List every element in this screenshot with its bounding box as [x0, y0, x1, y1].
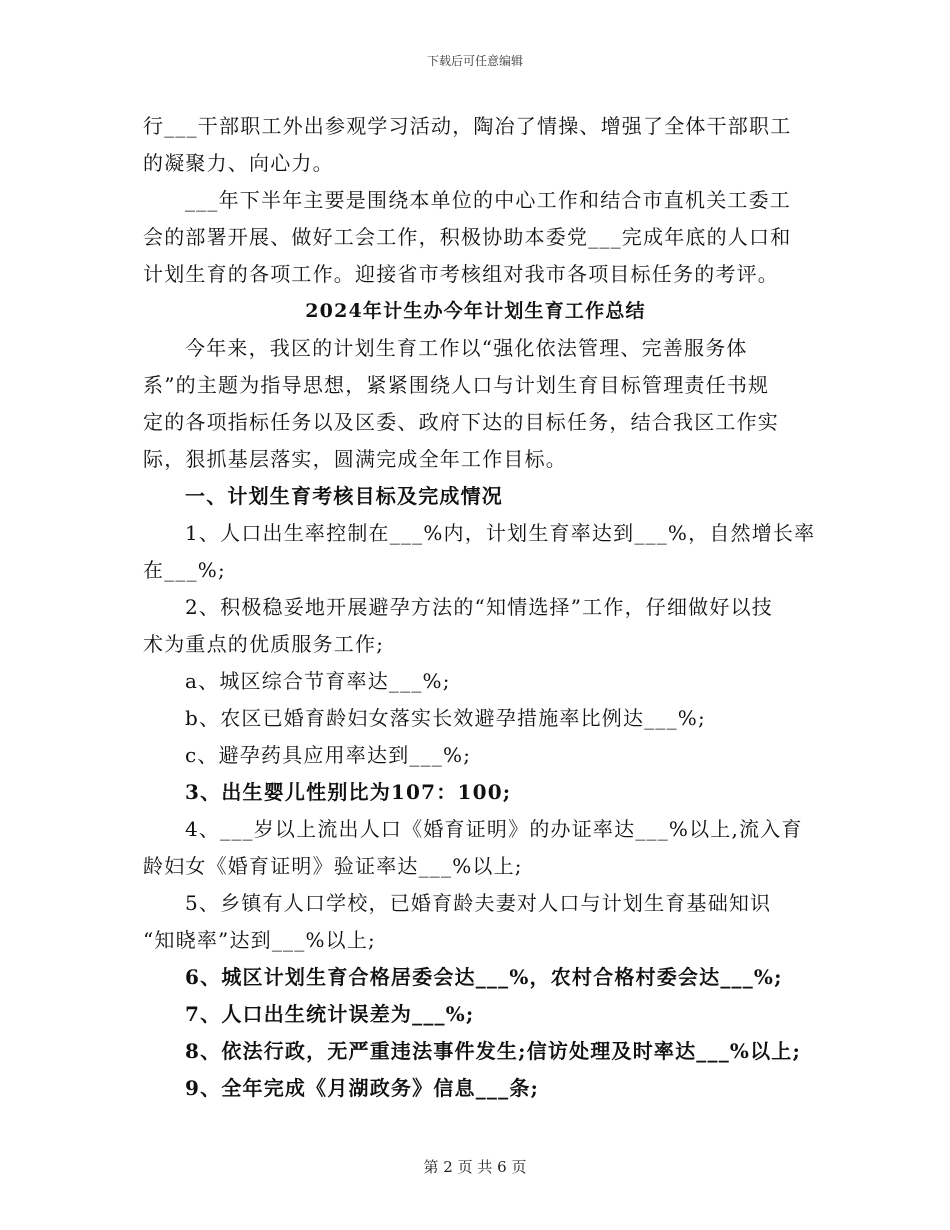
list-item: 8、依法行政，无严重违法事件发生;信访处理及时率达___%以上; — [185, 1039, 802, 1063]
list-item: 2、积极稳妥地开展避孕方法的“知情选择”工作，仔细做好以技 — [185, 595, 773, 619]
list-item: a、城区综合节育率达___%; — [185, 669, 451, 693]
list-item: 6、城区计划生育合格居委会达___%，农村合格村委会达___%; — [185, 965, 783, 989]
section-heading: 一、计划生育考核目标及完成情况 — [185, 484, 503, 508]
page-header: 下载后可任意编辑 — [426, 54, 523, 68]
list-item: “知晓率”达到___%以上; — [143, 928, 376, 952]
paragraph-line: 计划生育的各项工作。迎接省市考核组对我市各项目标任务的考评。 — [143, 262, 779, 286]
list-item: 4、___岁以上流出人口《婚育证明》的办证率达___%以上,流入育 — [185, 817, 803, 841]
paragraph-line: 系”的主题为指导思想，紧紧围绕人口与计划生育目标管理责任书规 — [143, 373, 770, 397]
list-item: 龄妇女《婚育证明》验证率达___%以上; — [143, 854, 523, 878]
paragraph-line: 会的部署开展、做好工会工作，积极协助本委党___完成年底的人口和 — [143, 225, 792, 249]
list-item: 7、人口出生统计误差为___%; — [185, 1002, 475, 1026]
paragraph-line: 行___干部职工外出参观学习活动，陶冶了情操、增强了全体干部职工 — [143, 114, 792, 138]
paragraph-line: 的凝聚力、向心力。 — [143, 151, 334, 175]
list-item: 1、人口出生率控制在___%内，计划生育率达到___%，自然增长率 — [185, 521, 816, 545]
list-item: 在___%; — [143, 558, 226, 582]
paragraph-line: ___年下半年主要是围绕本单位的中心工作和结合市直机关工委工 — [185, 188, 791, 212]
section-title: 2024年计生办今年计划生育工作总结 — [305, 300, 646, 322]
list-item: 3、出生婴儿性别比为107：100; — [185, 780, 512, 804]
paragraph-line: 际，狠抓基层落实，圆满完成全年工作目标。 — [143, 447, 567, 471]
list-item: 5、乡镇有人口学校，已婚育龄夫妻对人口与计划生育基础知识 — [185, 891, 772, 915]
list-item: c、避孕药具应用率达到___%; — [185, 743, 472, 767]
paragraph-line: 定的各项指标任务以及区委、政府下达的目标任务，结合我区工作实 — [143, 410, 779, 434]
list-item: b、农区已婚育龄妇女落实长效避孕措施率比例达___%; — [185, 706, 706, 730]
document-body — [143, 108, 816, 1107]
paragraph-line: 今年来，我区的计划生育工作以“强化依法管理、完善服务体 — [185, 336, 748, 360]
list-item: 9、全年完成《月湖政务》信息___条; — [185, 1076, 540, 1100]
page-footer: 第 2 页 共 6 页 — [423, 1158, 527, 1176]
list-item: 术为重点的优质服务工作; — [143, 632, 385, 656]
